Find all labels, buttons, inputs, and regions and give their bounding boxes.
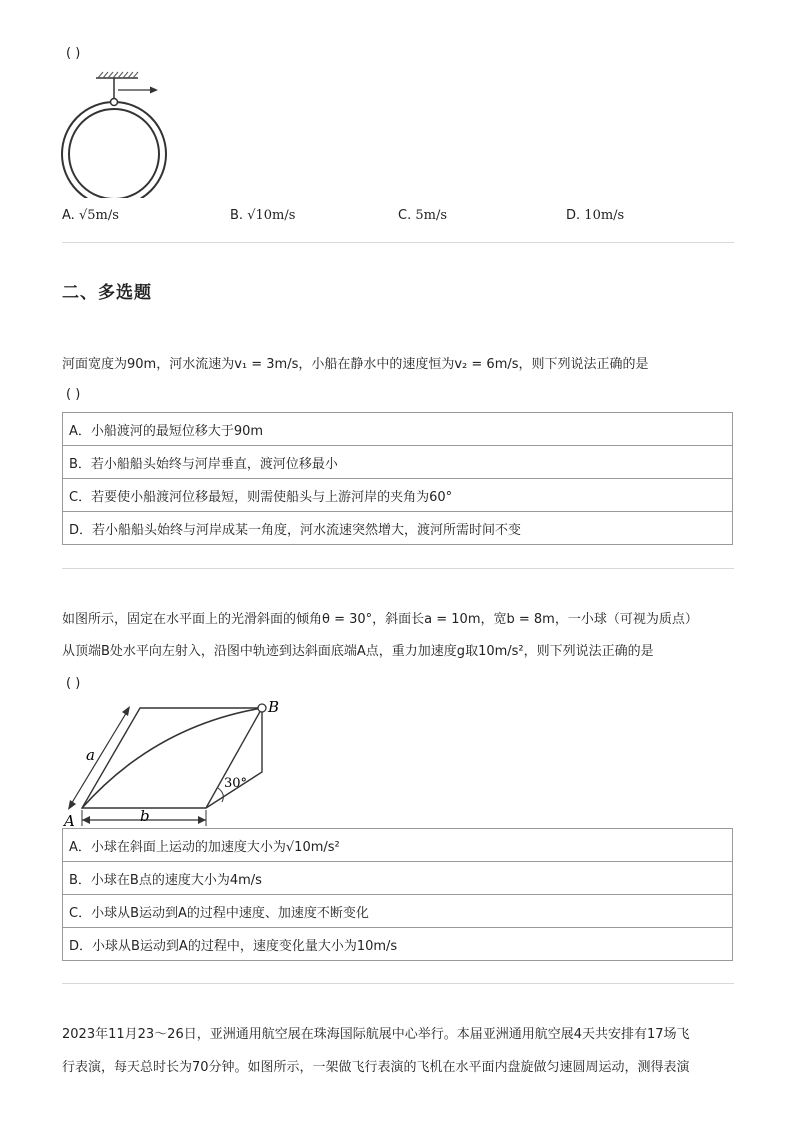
- dimension-a-line: [70, 710, 128, 806]
- dimension-b-arrow-right: [198, 816, 206, 824]
- arrow-head: [150, 87, 158, 94]
- q3-stem-line1: 如图所示，固定在水平面上的光滑斜面的倾角θ = 30°，斜面长a = 10m，宽b = 8m，一小球（可视为质点）: [62, 612, 698, 627]
- q1-option-a[interactable]: A. √5m/s: [62, 208, 119, 223]
- q3-options-table: [62, 828, 733, 961]
- incline-figure: [60, 696, 300, 830]
- q1-option-d[interactable]: D. 10m/s: [566, 208, 625, 223]
- q1-paren: ( ): [66, 46, 81, 61]
- q3-option-d[interactable]: D．小球从B运动到A的过程中，速度变化量大小为10m/s: [63, 928, 733, 961]
- label-B: B: [268, 698, 280, 716]
- ring-figure: [58, 68, 178, 198]
- q2-stem: 河面宽度为90m，河水流速为v₁ = 3m/s，小船在静水中的速度恒为v₂ = 6m/s，则下列说法正确的是: [62, 357, 649, 372]
- q2-option-b[interactable]: B．若小船船头始终与河岸垂直，渡河位移最小: [63, 446, 733, 479]
- q4-line1: 2023年11月23～26日，亚洲通用航空展在珠海国际航展中心举行。本届亚洲通用航空展4天共安排有17场飞: [62, 1027, 690, 1042]
- dimension-a-arrow-bottom: [68, 800, 76, 810]
- section-title: 二、多选题: [62, 283, 152, 303]
- dimension-b-arrow-left: [82, 816, 90, 824]
- q2-options-table: [62, 412, 733, 545]
- ball-trajectory: [82, 708, 262, 808]
- q2-option-c[interactable]: C．若要使小船渡河位移最短，则需使船头与上游河岸的夹角为60°: [63, 479, 733, 512]
- angle-label: 30°: [224, 776, 248, 791]
- label-A: A: [64, 812, 75, 830]
- q3-option-a[interactable]: A．小球在斜面上运动的加速度大小为√10m/s²: [63, 829, 733, 862]
- divider: [62, 568, 734, 569]
- q2-option-a[interactable]: A．小船渡河的最短位移大于90m: [63, 413, 733, 446]
- q3-paren: ( ): [66, 676, 81, 691]
- divider: [62, 242, 734, 243]
- q3-option-c[interactable]: C．小球从B运动到A的过程中速度、加速度不断变化: [63, 895, 733, 928]
- q2-paren: ( ): [66, 387, 81, 402]
- q4-line2: 行表演，每天总时长为70分钟。如图所示，一架做飞行表演的飞机在水平面内盘旋做匀速圆周运动，测得表演: [62, 1060, 690, 1075]
- ring-outer: [62, 102, 166, 198]
- incline-edge: [206, 708, 262, 808]
- q1-option-b[interactable]: B. √10m/s: [230, 208, 296, 223]
- q3-option-b[interactable]: B．小球在B点的速度大小为4m/s: [63, 862, 733, 895]
- incline-outline: [82, 708, 262, 808]
- q2-option-d[interactable]: D．若小船船头始终与河岸成某一角度，河水流速突然增大，渡河所需时间不变: [63, 512, 733, 545]
- small-ball: [111, 99, 118, 106]
- q3-stem-line2: 从顶端B处水平向左射入，沿图中轨迹到达斜面底端A点，重力加速度g取10m/s²，则下列说法正确的是: [62, 644, 654, 659]
- ball-at-B: [258, 704, 266, 712]
- q1-option-c[interactable]: C. 5m/s: [398, 208, 448, 223]
- dimension-a-arrow-top: [122, 706, 130, 716]
- divider: [62, 983, 734, 984]
- ceiling-hatch: [98, 72, 138, 78]
- label-a: a: [86, 746, 95, 764]
- label-b: b: [140, 807, 150, 825]
- ring-inner: [69, 109, 159, 198]
